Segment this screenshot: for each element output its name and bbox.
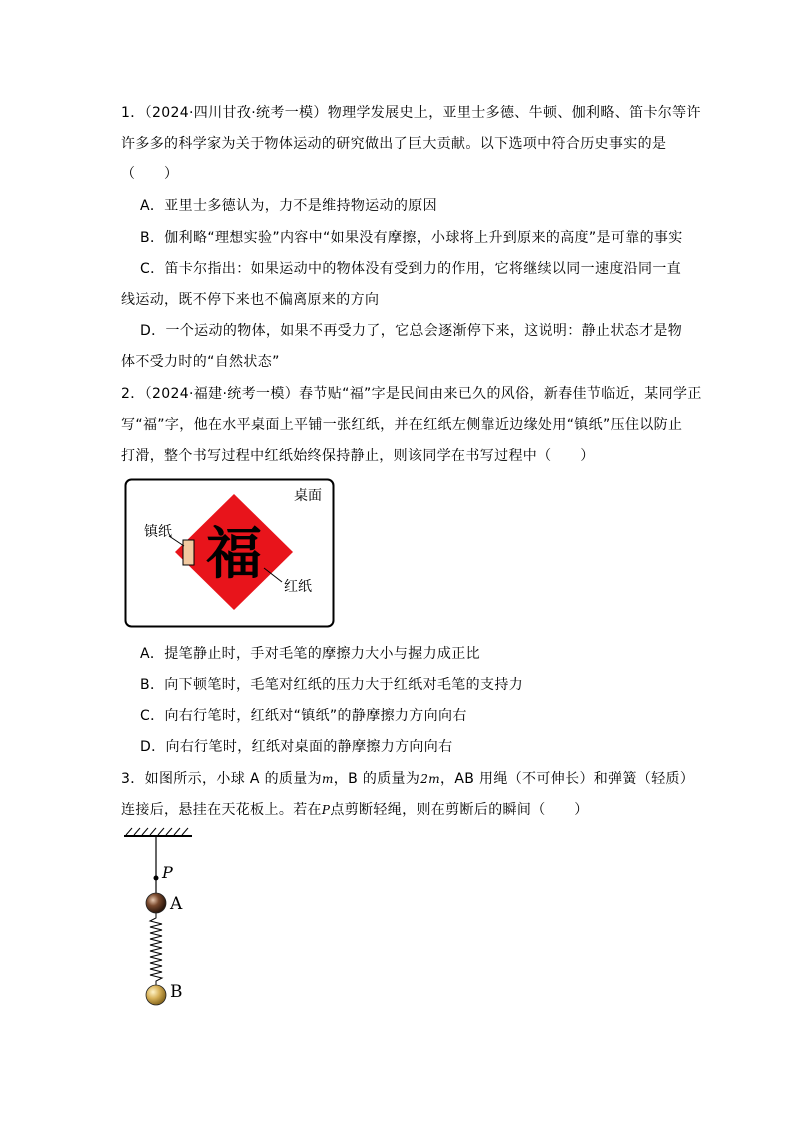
ball-a — [146, 893, 166, 913]
q2-option-a: A．提笔静止时，手对毛笔的摩擦力大小与握力成正比 — [140, 646, 480, 662]
q3-var-2m: 2m — [420, 772, 440, 786]
q3-stem-b: ，B 的质量为 — [333, 771, 421, 787]
ball-b — [146, 985, 166, 1005]
q3-number: 3． — [121, 771, 145, 787]
q3-line-1 — [121, 769, 694, 789]
q2-number: 2． — [121, 386, 145, 402]
ceiling-hatch — [126, 828, 188, 835]
fu-character: 福 — [206, 521, 262, 587]
paperweight — [183, 540, 194, 565]
label-b: B — [170, 982, 183, 1002]
q3-var-m: m — [322, 772, 334, 786]
q1-answer-blank: （ ） — [121, 166, 179, 182]
spring — [150, 913, 162, 986]
q3-stem-2a: 连接后，悬挂在天花板上。若在 — [121, 802, 322, 818]
q1-option-c: C．笛卡尔指出：如果运动中的物体没有受到力的作用，它将继续以同一速度沿同一直 — [140, 261, 682, 277]
q2-source: （2024·福建·统考一模） — [144, 386, 300, 402]
q2-option-d: D．向右行笔时，红纸对桌面的静摩擦力方向向右 — [140, 739, 453, 755]
spring-figure — [120, 826, 230, 1016]
paperweight-label: 镇纸 — [144, 523, 172, 539]
q3-line-2 — [121, 800, 589, 820]
desk-label: 桌面 — [294, 487, 322, 503]
q3-stem-c: ，AB 用绳（不可伸长）和弹簧（轻质） — [439, 771, 695, 787]
q3-stem-a: 如图所示，小球 A 的质量为 — [144, 771, 322, 787]
q2-stem-2: 写“福”字，他在水平桌面上平铺一张红纸，并在红纸左侧靠近边缘处用“镇纸”压住以防止 — [121, 417, 683, 433]
point-p — [154, 876, 159, 881]
label-a: A — [170, 894, 183, 914]
q2-stem-3: 打滑，整个书写过程中红纸始终保持静止，则该同学在书写过程中（ ） — [121, 448, 595, 464]
paper-label: 红纸 — [284, 578, 312, 594]
q1-source: （2024·四川甘孜·统考一模） — [144, 105, 328, 121]
q1-stem-2: 许多多的科学家为关于物体运动的研究做出了巨大贡献。以下选项中符合历史事实的是 — [121, 136, 667, 152]
q1-line-1 — [121, 103, 701, 123]
q1-option-d-cont: 体不受力时的“自然状态” — [121, 354, 280, 370]
desk-figure — [124, 478, 336, 630]
q2-line-1 — [121, 384, 702, 404]
q1-option-d: D．一个运动的物体，如果不再受力了，它总会逐渐停下来，这说明：静止状态才是物 — [140, 323, 683, 339]
q2-stem-1: 春节贴“福”字是民间由来已久的风俗，新春佳节临近，某同学正 — [299, 386, 702, 402]
q1-option-c-cont: 线运动，既不停下来也不偏离原来的方向 — [121, 292, 380, 308]
q1-number: 1． — [121, 105, 145, 121]
q2-option-b: B．向下顿笔时，毛笔对红纸的压力大于红纸对毛笔的支持力 — [140, 677, 524, 693]
q3-var-p: P — [321, 803, 331, 817]
q1-stem-1: 物理学发展史上，亚里士多德、牛顿、伽利略、笛卡尔等许 — [327, 105, 701, 121]
q1-option-b: B．伽利略“理想实验”内容中“如果没有摩擦，小球将上升到原来的高度”是可靠的事实 — [140, 230, 683, 246]
label-p: P — [162, 863, 173, 882]
q2-option-c: C．向右行笔时，红纸对“镇纸”的静摩擦力方向向右 — [140, 708, 467, 724]
q1-option-a: A．亚里士多德认为，力不是维持物运动的原因 — [140, 198, 437, 214]
q3-stem-2b: 点剪断轻绳，则在剪断后的瞬间（ ） — [330, 802, 589, 818]
